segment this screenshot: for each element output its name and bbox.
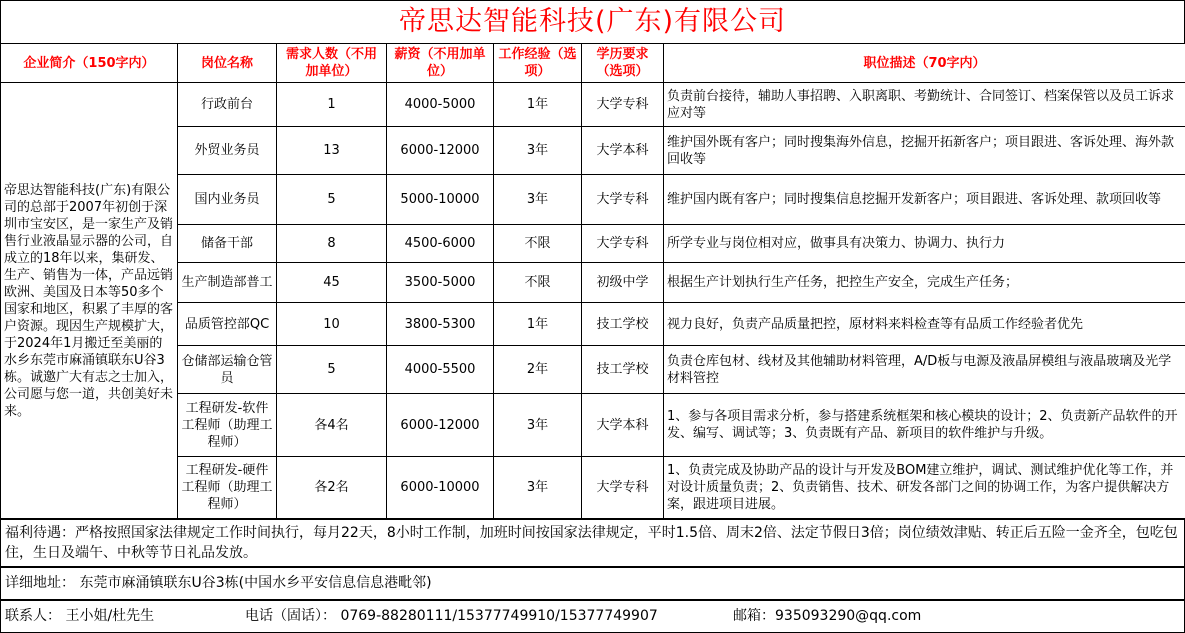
table-header-row [1,44,1185,83]
job-salary: 5000-10000 [387,175,494,225]
job-salary: 4000-5500 [387,346,494,394]
header-education: 学历要求（选项） [582,44,664,83]
job-position: 仓储部运输仓管员 [178,346,277,394]
job-count: 1 [277,83,387,127]
table-row [1,83,1185,127]
job-education: 大学专科 [582,457,664,519]
job-experience: 不限 [494,263,582,303]
job-position: 外贸业务员 [178,127,277,175]
job-position: 储备干部 [178,225,277,263]
job-description: 负责仓库包材、线材及其他辅助材料管理，A/D板与电源及液晶屏模组与液晶玻璃及光学材料管控 [664,346,1185,394]
job-education: 大学专科 [582,83,664,127]
job-salary: 6000-10000 [387,457,494,519]
job-salary: 4000-5000 [387,83,494,127]
contact-row [0,600,1185,633]
contact-email: 邮箱：935093290@qq.com [733,608,922,624]
job-position: 行政前台 [178,83,277,127]
job-count: 各2名 [277,457,387,519]
job-education: 大学本科 [582,394,664,457]
job-experience: 3年 [494,394,582,457]
job-education: 大学专科 [582,225,664,263]
job-description: 1、参与各项目需求分析，参与搭建系统框架和核心模块的设计；2、负责新产品软件的开发、编写、调试等；3、负责既有产品、新项目的软件维护与升级。 [664,394,1185,457]
job-count: 8 [277,225,387,263]
header-salary: 薪资（不用加单位） [387,44,494,83]
job-description: 视力良好，负责产品质量把控，原材料来料检查等有品质工作经验者优先 [664,303,1185,346]
job-experience: 3年 [494,175,582,225]
job-position: 工程研发-硬件工程师（助理工程师） [178,457,277,519]
job-description: 维护国内既有客户；同时搜集信息挖掘开发新客户；项目跟进、客诉处理、款项回收等 [664,175,1185,225]
table-row [1,346,1185,394]
company-title: 帝思达智能科技(广东)有限公司 [0,0,1185,44]
table-row [1,127,1185,175]
contact-phone: 电话（固话）： 0769-88280111/15377749910/15377749907 [245,608,658,624]
table-row [1,175,1185,225]
job-salary: 4500-6000 [387,225,494,263]
job-table [0,43,1185,519]
header-count: 需求人数（不用加单位） [277,44,387,83]
job-experience: 2年 [494,346,582,394]
job-count: 13 [277,127,387,175]
job-education: 初级中学 [582,263,664,303]
job-education: 技工学校 [582,346,664,394]
job-position: 工程研发-软件工程师（助理工程师） [178,394,277,457]
job-experience: 3年 [494,127,582,175]
job-experience: 不限 [494,225,582,263]
header-description: 职位描述（70字内） [664,44,1185,83]
table-row [1,303,1185,346]
job-count: 45 [277,263,387,303]
job-salary: 3800-5300 [387,303,494,346]
table-row [1,457,1185,519]
job-position: 国内业务员 [178,175,277,225]
job-salary: 6000-12000 [387,394,494,457]
header-experience: 工作经验（选项） [494,44,582,83]
job-experience: 1年 [494,83,582,127]
table-row [1,394,1185,457]
job-description: 维护国外既有客户；同时搜集海外信息，挖掘开拓新客户；项目跟进、客诉处理、海外款回收等 [664,127,1185,175]
job-experience: 3年 [494,457,582,519]
job-salary: 6000-12000 [387,127,494,175]
job-education: 大学专科 [582,175,664,225]
job-description: 负责前台接待，辅助人事招聘、入职离职、考勤统计、合同签订、档案保管以及员工诉求应对等 [664,83,1185,127]
table-row [1,263,1185,303]
benefits-row: 福利待遇：严格按照国家法律规定工作时间执行，每月22天，8小时工作制，加班时间按国家法律规定，平时1.5倍、周末2倍、法定节假日3倍；岗位绩效津贴、转正后五险一金齐全，包吃包住，生日及端午、中秋等节日礼品发放。 [0,519,1185,567]
company-intro: 帝思达智能科技(广东)有限公司的总部于2007年初创于深圳市宝安区，是一家生产及销售行业液晶显示器的公司，自成立的18年以来，集研发、生产、销售为一体，产品远销欧洲、美国及日本等50多个国家和地区，积累了丰厚的客户资源。现因生产规模扩大，于2024年1月搬迁至美丽的水乡东莞市麻涌镇联东U谷3栋。诚邀广大有志之士加入，公司愿与您一道，共创美好未来。 [1,83,178,519]
contact-person: 联系人： 王小姐/杜先生 [5,608,155,624]
job-count: 5 [277,346,387,394]
job-count: 10 [277,303,387,346]
table-row [1,225,1185,263]
job-position: 品质管控部QC [178,303,277,346]
header-position: 岗位名称 [178,44,277,83]
header-intro: 企业简介（150字内） [1,44,178,83]
job-description: 1、负责完成及协助产品的设计与开发及BOM建立维护，调试、测试维护优化等工作，并对设计质量负责；2、负责销售、技术、研发各部门之间的协调工作，为客户提供解决方案，跟进项目进展。 [664,457,1185,519]
address-row: 详细地址： 东莞市麻涌镇联东U谷3栋(中国水乡平安信息信息港毗邻) [0,567,1185,600]
job-count: 5 [277,175,387,225]
job-description: 所学专业与岗位相对应，做事具有决策力、协调力、执行力 [664,225,1185,263]
job-description: 根据生产计划执行生产任务，把控生产安全，完成生产任务； [664,263,1185,303]
job-education: 大学本科 [582,127,664,175]
job-position: 生产制造部普工 [178,263,277,303]
job-salary: 3500-5000 [387,263,494,303]
job-experience: 1年 [494,303,582,346]
job-count: 各4名 [277,394,387,457]
job-education: 技工学校 [582,303,664,346]
